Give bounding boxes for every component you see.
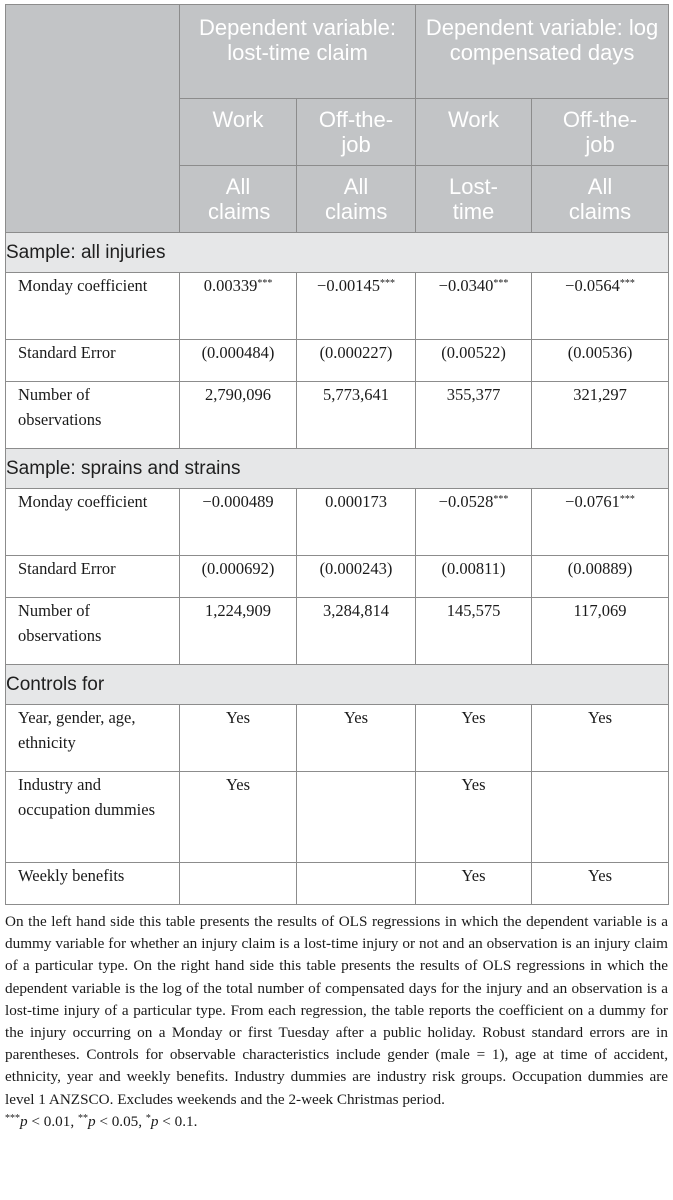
row-label: Year, gender, age, ethnicity (6, 705, 180, 772)
cell-value (297, 772, 416, 863)
regression-table-figure (5, 4, 668, 1133)
cell-value: 321,297 (532, 382, 669, 449)
cell-value: Yes (297, 705, 416, 772)
header-sub-off-the-job-1: Off-the-job (297, 99, 416, 166)
cell-value: Yes (416, 705, 532, 772)
cell-value: (0.000227) (297, 340, 416, 382)
header-corner-cell (6, 5, 180, 233)
cell-value: 355,377 (416, 382, 532, 449)
table-row (6, 273, 669, 340)
table-row (6, 340, 669, 382)
cell-value: Yes (416, 863, 532, 905)
table-row (6, 556, 669, 598)
row-label: Weekly benefits (6, 863, 180, 905)
cell-value: 5,773,641 (297, 382, 416, 449)
footnote-text: On the left hand side this table presents the results of OLS regressions in which the dependent variable is a dummy variable for whether an injury claim is a lost-time injury or not and an observation is an injury claim of a particular type. On the right hand side this table presents the results of OLS regressions in which the dependent variable is the log of the total number of compensated days for the injury and an observation is a lost-time injury of a particular type. From each regression, the table reports the coefficient on a dummy for the injury occurring on a Monday or first Tuesday after a public holiday. Robust standard errors are in parentheses. Controls for observable characteristics include gender (male = 1), age at time of accident, ethnicity, year and weekly benefits. Industry dummies are industry risk groups. Occupation dummies are level 1 ANZSCO. Excludes weekends and the 2-week Christmas period. (5, 913, 668, 1108)
cell-value: −0.000489 (180, 489, 297, 556)
table-row (6, 772, 669, 863)
header-claims-4: All claims (532, 166, 669, 233)
regression-table (5, 4, 669, 905)
row-label: Monday coefficient (6, 273, 180, 340)
cell-value (532, 772, 669, 863)
section-row-controls (6, 665, 669, 705)
cell-value: (0.000484) (180, 340, 297, 382)
row-label: Industry and occupation dummies (6, 772, 180, 863)
section-label: Sample: sprains and strains (6, 449, 669, 489)
header-sub-work-2: Work (416, 99, 532, 166)
cell-value: −0.0528*** (416, 489, 532, 556)
section-label: Controls for (6, 665, 669, 705)
cell-value (180, 863, 297, 905)
table-row (6, 705, 669, 772)
cell-value: Yes (532, 705, 669, 772)
cell-value: (0.00811) (416, 556, 532, 598)
table-row (6, 598, 669, 665)
cell-value (297, 863, 416, 905)
header-sub-off-the-job-2: Off-the-job (532, 99, 669, 166)
section-label: Sample: all injuries (6, 233, 669, 273)
header-row-groups (6, 5, 669, 99)
cell-value: −0.0564*** (532, 273, 669, 340)
cell-value: Yes (180, 705, 297, 772)
header-claims-3: Lost-time (416, 166, 532, 233)
significance-legend: ***p < 0.01, **p < 0.05, *p < 0.1. (5, 1112, 198, 1130)
row-label: Monday coefficient (6, 489, 180, 556)
cell-value: 0.000173 (297, 489, 416, 556)
table-row (6, 382, 669, 449)
header-claims-1: All claims (180, 166, 297, 233)
cell-value: 117,069 (532, 598, 669, 665)
cell-value: (0.00536) (532, 340, 669, 382)
cell-value: −0.0761*** (532, 489, 669, 556)
section-row-sprains-strains (6, 449, 669, 489)
header-group-log-compensated-days: Dependent variable: log compensated days (416, 5, 669, 99)
cell-value: Yes (532, 863, 669, 905)
cell-value: (0.000692) (180, 556, 297, 598)
header-sub-work-1: Work (180, 99, 297, 166)
row-label: Standard Error (6, 556, 180, 598)
row-label: Standard Error (6, 340, 180, 382)
header-claims-2: All claims (297, 166, 416, 233)
cell-value: 0.00339*** (180, 273, 297, 340)
row-label: Number of observations (6, 598, 180, 665)
cell-value: (0.00889) (532, 556, 669, 598)
section-row-all-injuries (6, 233, 669, 273)
cell-value: Yes (180, 772, 297, 863)
cell-value: (0.000243) (297, 556, 416, 598)
cell-value: −0.0340*** (416, 273, 532, 340)
cell-value: (0.00522) (416, 340, 532, 382)
table-footnote (5, 911, 668, 1133)
header-group-lost-time-claim: Dependent variable: lost-time claim (180, 5, 416, 99)
row-label: Number of observations (6, 382, 180, 449)
table-row (6, 489, 669, 556)
cell-value: −0.00145*** (297, 273, 416, 340)
cell-value: 1,224,909 (180, 598, 297, 665)
cell-value: Yes (416, 772, 532, 863)
table-row (6, 863, 669, 905)
cell-value: 3,284,814 (297, 598, 416, 665)
cell-value: 145,575 (416, 598, 532, 665)
cell-value: 2,790,096 (180, 382, 297, 449)
